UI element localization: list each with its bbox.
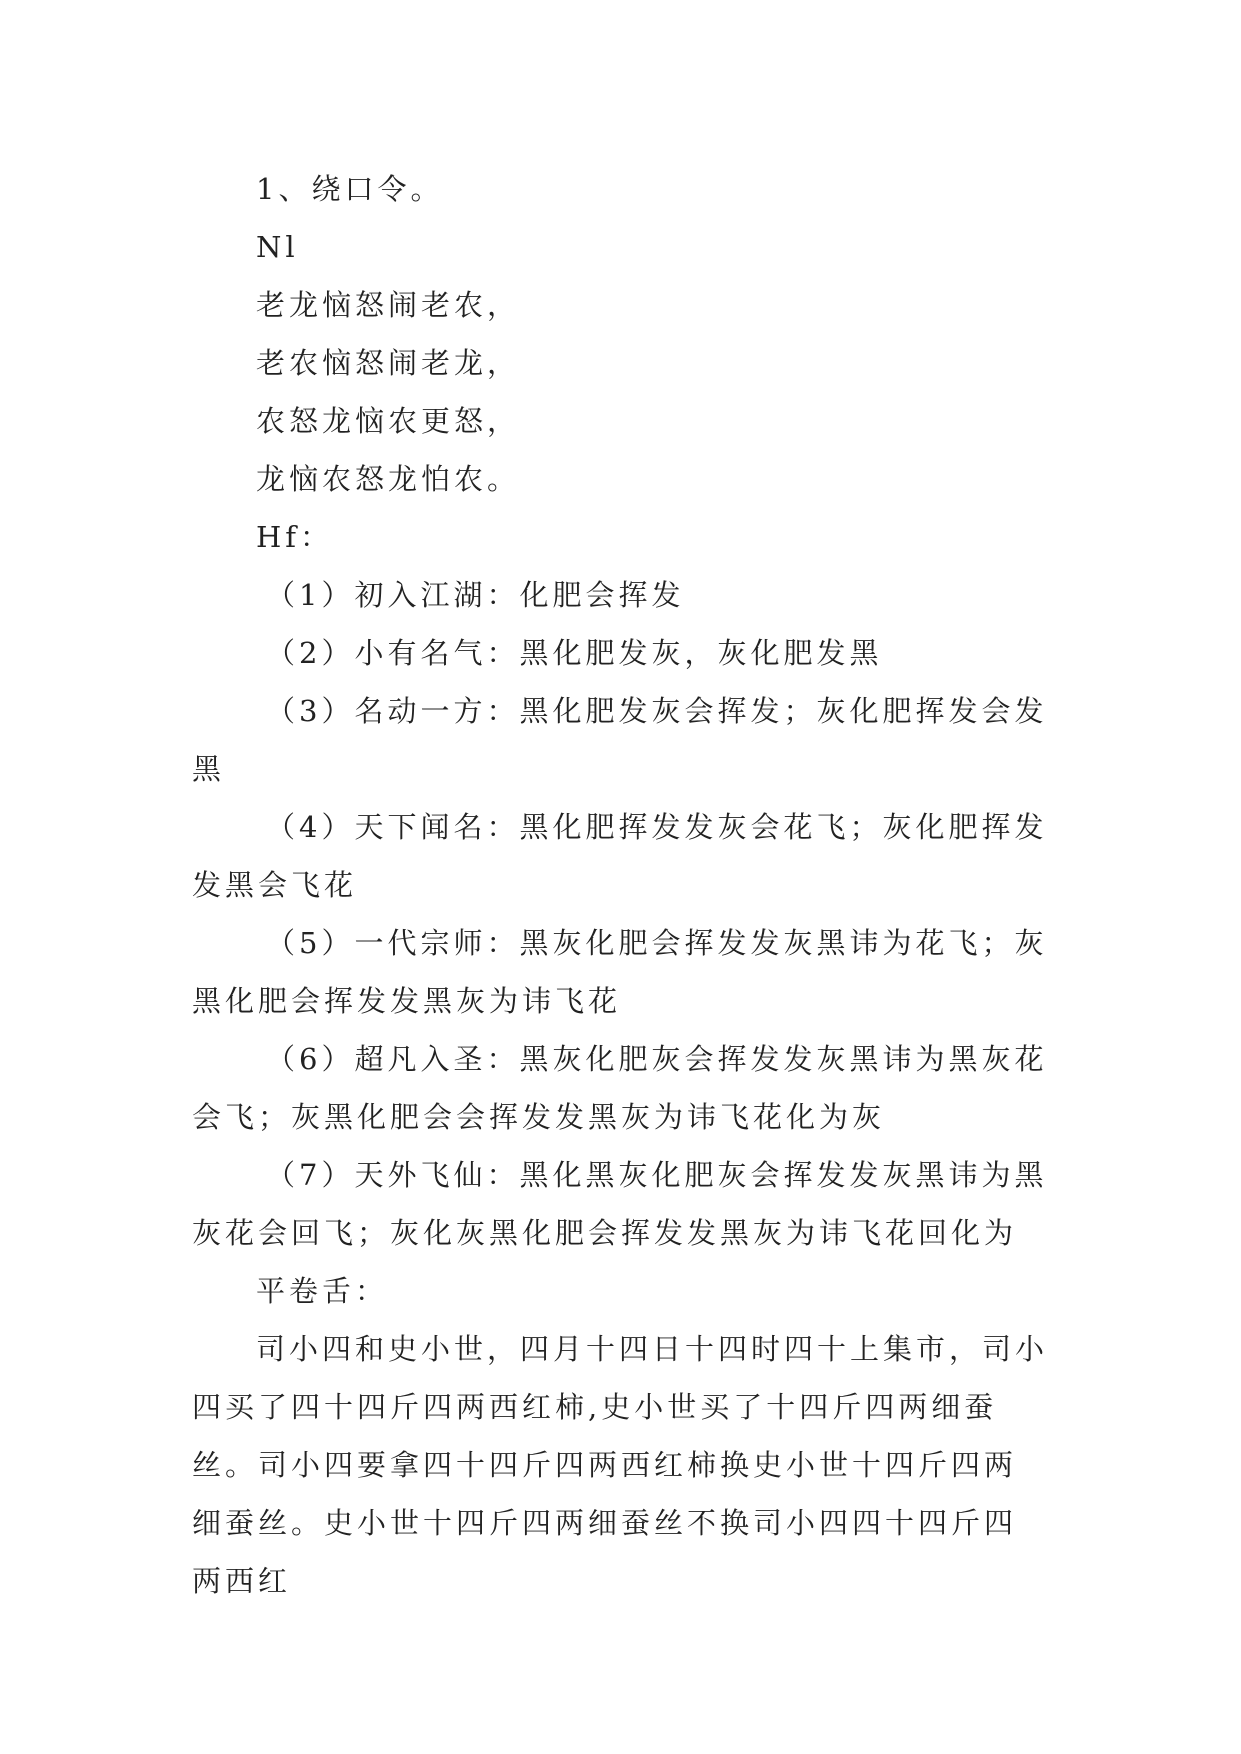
level-item-3: （3）名动一方：黑化肥发灰会挥发；灰化肥挥发会发黑: [192, 694, 1048, 786]
verse-line-1: 老龙恼怒闹老农，: [256, 288, 521, 322]
level-item-7: （7）天外飞仙：黑化黑灰化肥灰会挥发发灰黑讳为黑灰花会回飞；灰化灰黑化肥会挥发发黑灰为讳飞花回化为: [192, 1158, 1048, 1250]
level-item-1: （1）初入江湖：化肥会挥发: [266, 578, 685, 612]
level-item-4: （4）天下闻名：黑化肥挥发发灰会花飞；灰化肥挥发发黑会飞花: [192, 810, 1048, 902]
section-heading-tongue-twister: 1、绕口令。: [256, 172, 444, 206]
subheading-nl: Nl: [256, 230, 299, 264]
document-body: [192, 160, 1048, 1610]
verse-line-2: 老农恼怒闹老龙，: [256, 346, 521, 380]
level-item-2: （2）小有名气：黑化肥发灰，灰化肥发黑: [266, 636, 883, 670]
verse-line-4: 龙恼农怒龙怕农。: [256, 462, 521, 496]
level-item-5: （5）一代宗师：黑灰化肥会挥发发灰黑讳为花飞；灰黑化肥会挥发发黑灰为讳飞花: [192, 926, 1048, 1018]
subheading-flat-retroflex: 平卷舌：: [256, 1274, 389, 1308]
subheading-hf: Hf：: [256, 520, 334, 554]
verse-line-3: 农怒龙恼农更怒，: [256, 404, 521, 438]
level-item-6: （6）超凡入圣：黑灰化肥灰会挥发发灰黑讳为黑灰花会飞；灰黑化肥会会挥发发黑灰为讳飞花化为灰: [192, 1042, 1048, 1134]
story-paragraph: 司小四和史小世，四月十四日十四时四十上集市，司小四买了四十四斤四两西红柿,史小世买了十四斤四两细蚕丝。司小四要拿四十四斤四两西红柿换史小世十四斤四两细蚕丝。史小世十四斤四两细蚕丝不换司小四四十四斤四两西红: [192, 1332, 1049, 1598]
